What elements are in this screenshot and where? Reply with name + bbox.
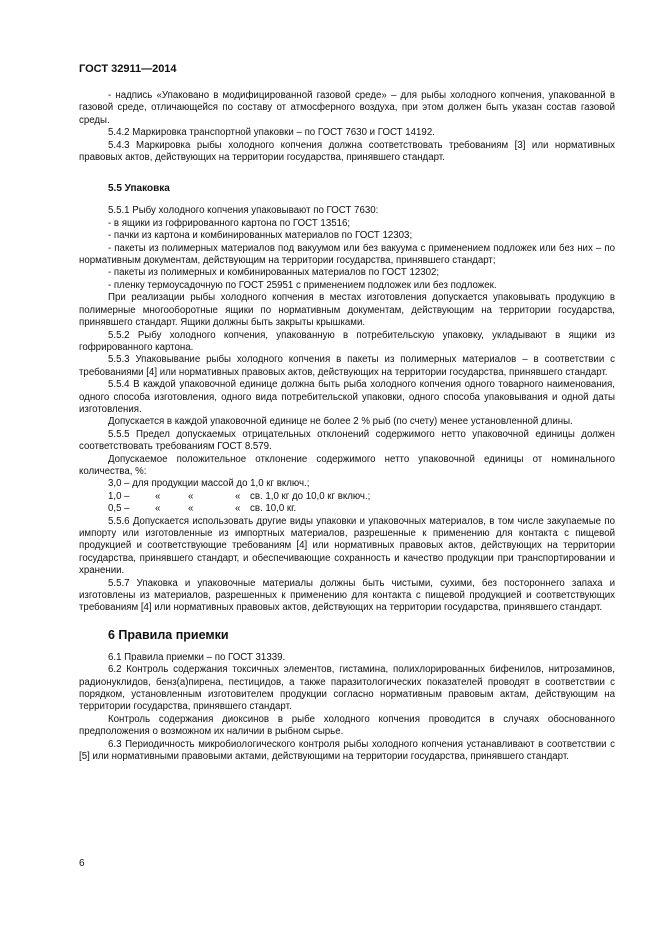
paragraph: - пачки из картона и комбинированных материалов по ГОСТ 12303; xyxy=(108,230,413,242)
mass-tolerance-row xyxy=(79,478,615,490)
paragraph-group-acceptance xyxy=(79,652,615,764)
mass-cell: 1,0 – xyxy=(108,490,130,502)
paragraph: 5.5.3 Упаковывание рыбы холодного копчения в пакеты из полимерных материалов – в соответствии с требованиями [4] или нормативных правовых актов, действующих на территории государства, принявшего стандарт. xyxy=(79,354,615,378)
mass-tolerance-list xyxy=(79,478,615,515)
paragraph: 5.5.5 Предел допускаемых отрицательных отклонений содержимого нетто упаковочной единицы должен соответствовать требованиям ГОСТ 8.579. xyxy=(79,428,615,453)
paragraph: - пленку термоусадочную по ГОСТ 25951 с применением подложек или без подложек. xyxy=(108,279,497,291)
section-heading-packaging: 5.5 Упаковка xyxy=(108,183,170,195)
paragraph: 5.5.4 В каждой упаковочной единице должна быть рыба холодного копчения одного товарного наименования, одного способа изготовления, одного вида потребительской упаковки, одного способа упаковывания и одной даты изготовления. xyxy=(79,379,615,415)
paragraph-group-packaging-materials xyxy=(79,516,615,615)
mass-cell: « xyxy=(155,490,161,502)
paragraph: 5.4.3 Маркировка рыбы холодного копчения должна соответствовать требованиям [3] или нормативных правовых актов, действующих на территории государства, принявшего стандарт. xyxy=(79,139,615,164)
page-content xyxy=(79,90,615,764)
mass-tolerance-row xyxy=(79,491,615,503)
mass-cell: 3,0 – для продукции массой до 1,0 кг включ.; xyxy=(108,478,310,490)
mass-cell: 0,5 – xyxy=(108,503,130,515)
paragraph: 5.4.2 Маркировка транспортной упаковки – по ГОСТ 7630 и ГОСТ 14192. xyxy=(108,127,435,139)
mass-cell: « xyxy=(188,490,194,502)
paragraph: Контроль содержания диоксинов в рыбе холодного копчения проводится в случаях обоснованного предположения о возможном их наличии в рыбном сырье. xyxy=(79,713,615,738)
paragraph: - в ящики из гофрированного картона по ГОСТ 13516; xyxy=(108,217,351,229)
mass-cell: св. 10,0 кг. xyxy=(250,503,297,515)
mass-cell: « xyxy=(188,503,194,515)
paragraph: 5.5.6 Допускается использовать другие виды упаковки и упаковочных материалов, в том числе закупаемые по импорту или изготовленные из импортных материалов, разрешенные к применению для контакта с пищевой продукцией и соответствующие требованиям [4] или нормативных правовых актов, действующих на территории государства, принявшего стандарт, и обеспечивающие сохранность и качество продукции при транспортировании и хранении. xyxy=(79,515,615,577)
paragraph: 6.1 Правила приемки – по ГОСТ 31339. xyxy=(108,651,286,663)
paragraph: При реализации рыбы холодного копчения в местах изготовления допускается упаковывать продукцию в полимерные многооборотные ящики по нормативным документам, действующим на территории государства, принявшего стандарт. Ящики должны быть закрыты крышками. xyxy=(79,292,615,329)
page-number: 6 xyxy=(79,858,85,869)
paragraph: 5.5.1 Рыбу холодного копчения упаковывают по ГОСТ 7630: xyxy=(108,205,379,217)
paragraph: - надпись «Упаковано в модифицированной газовой среде» – для рыбы холодного копчения, упакованной в газовой среде, отличающейся по составу от атмосферного воздуха, при этом должен быть указан состав газовой среды. xyxy=(79,90,615,126)
mass-cell: « xyxy=(235,503,241,515)
mass-tolerance-row xyxy=(79,503,615,515)
paragraph-group-packaging xyxy=(79,205,615,478)
paragraph: Допускается в каждой упаковочной единице не более 2 % рыб (по счету) менее установленной длины. xyxy=(108,416,573,428)
paragraph: - пакеты из полимерных и комбинированных материалов по ГОСТ 12302; xyxy=(108,267,440,279)
paragraph: 6.3 Периодичность микробиологического контроля рыбы холодного копчения устанавливают в соответствии с [5] или нормативными правовыми актами, действующими на территории государства, принявшего стандарт. xyxy=(79,738,615,763)
document-header: ГОСТ 32911—2014 xyxy=(79,63,177,75)
paragraph: 6.2 Контроль содержания токсичных элементов, гистамина, полихлорированных бифенилов, нитрозаминов, радионуклидов, бенз(а)пирена, пестицидов, а также паразитологических показателей проводят в соответствии с порядком, установленным изготовителем продукции согласно нормативным правовым актам, действующим на территории государства, принявшего стандарт. xyxy=(79,664,615,713)
paragraph: Допускаемое положительное отклонение содержимого нетто упаковочной единицы от номинального количества, %: xyxy=(79,453,615,477)
paragraph: 5.5.2 Рыбу холодного копчения, упакованную в потребительскую упаковку, укладывают в ящики из гофрированного картона. xyxy=(79,329,615,353)
section-heading-acceptance: 6 Правила приемки xyxy=(108,627,229,642)
mass-cell: « xyxy=(155,503,161,515)
mass-cell: « xyxy=(235,490,241,502)
paragraph: 5.5.7 Упаковка и упаковочные материалы должны быть чистыми, сухими, без постороннего запаха и изготовлены из материалов, разрешенных к применению для контакта с пищевой продукцией и соответствующих требованиям [4] или нормативных правовых актов, действующих на территории государства, принявшего стандарт. xyxy=(79,577,615,614)
paragraph: - пакеты из полимерных материалов под вакуумом или без вакуума с применением подложек или без них – по нормативным документам, действующим на территории государства, принявшего стандарт; xyxy=(79,242,615,267)
mass-cell: св. 1,0 кг до 10,0 кг включ.; xyxy=(250,490,371,502)
paragraph-group-marking xyxy=(79,90,615,164)
